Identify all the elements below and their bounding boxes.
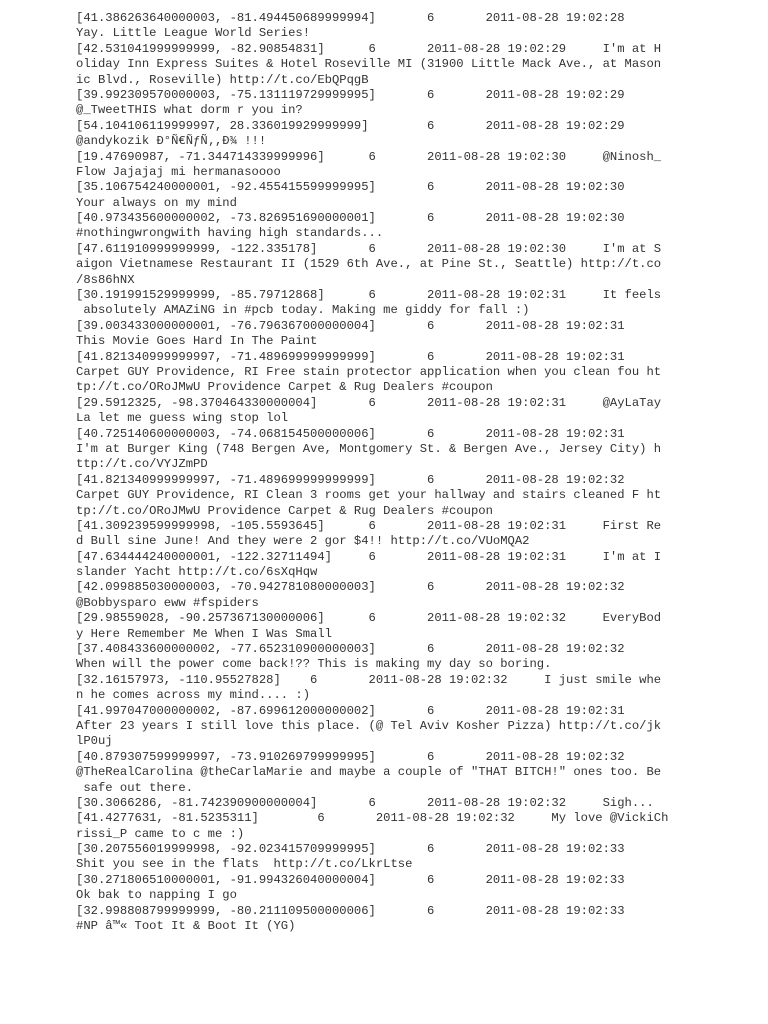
- text-line: [29.5912325, -98.370464330000004] 6 2011-08-28 19:02:31 @AyLaTay: [76, 395, 662, 410]
- text-line: [41.309239599999998, -105.5593645] 6 2011-08-28 19:02:31 First Re: [76, 518, 662, 533]
- text-line: Yay. Little League World Series!: [76, 26, 311, 41]
- text-line: safe out there.: [76, 780, 194, 795]
- text-line: #NP â™« Toot It & Boot It (YG): [76, 919, 296, 934]
- text-line: /8s86hNX: [76, 272, 135, 287]
- text-line: absolutely AMAZiNG in #pcb today. Making me giddy for fall :): [76, 303, 530, 318]
- text-line: ic Blvd., Roseville) http://t.co/EbQPqgB: [76, 72, 369, 87]
- text-line: After 23 years I still love this place. (@ Tel Aviv Kosher Pizza) http://t.co/jk: [76, 718, 662, 733]
- text-line: Ok bak to napping I go: [76, 888, 237, 903]
- text-line: [30.3066286, -81.742390900000004] 6 2011-08-28 19:02:32 Sigh...: [76, 795, 654, 810]
- text-line: d Bull sine June! And they were 2 gor $4!! http://t.co/VUoMQA2: [76, 534, 530, 549]
- text-line: [37.408433600000002, -77.652310900000003] 6 2011-08-28 19:02:32: [76, 642, 625, 657]
- text-line: [39.992309570000003, -75.131119729999995] 6 2011-08-28 19:02:29: [76, 87, 625, 102]
- text-line: Carpet GUY Providence, RI Free stain protector application when you clean fou ht: [76, 364, 662, 379]
- text-line: @andykozik Ð°Ñ€ÑƒÑ‚,Ð¾ !!!: [76, 134, 267, 149]
- text-line: y Here Remember Me When I Was Small: [76, 626, 332, 641]
- text-line: n he comes across my mind.... :): [76, 688, 311, 703]
- text-line: tp://t.co/ORoJMwU Providence Carpet & Rug Dealers #coupon: [76, 503, 493, 518]
- text-line: [41.821340999999997, -71.489699999999999] 6 2011-08-28 19:02:31: [76, 349, 625, 364]
- text-line: [41.386263640000003, -81.494450689999994] 6 2011-08-28 19:02:28: [76, 11, 625, 25]
- text-line: [47.611910999999999, -122.335178] 6 2011-08-28 19:02:30 I'm at S: [76, 241, 662, 256]
- text-line: [41.997047000000002, -87.699612000000002] 6 2011-08-28 19:02:31: [76, 703, 625, 718]
- text-line: [29.98559028, -90.257367130000006] 6 2011-08-28 19:02:32 EveryBod: [76, 611, 662, 626]
- text-line: oliday Inn Express Suites & Hotel Roseville MI (31900 Little Mack Ave., at Mason: [76, 57, 662, 72]
- text-line: [54.104106119999997, 28.336019929999999] 6 2011-08-28 19:02:29: [76, 118, 625, 133]
- text-line: [32.16157973, -110.95527828] 6 2011-08-28 19:02:32 I just smile whe: [76, 672, 662, 687]
- text-line: tp://t.co/ORoJMwU Providence Carpet & Rug Dealers #coupon: [76, 380, 493, 395]
- text-line: [30.207556019999998, -92.023415709999995] 6 2011-08-28 19:02:33: [76, 842, 625, 857]
- text-line: @_TweetTHIS what dorm r you in?: [76, 103, 303, 118]
- text-line: I'm at Burger King (748 Bergen Ave, Montgomery St. & Bergen Ave., Jersey City) h: [76, 441, 662, 456]
- text-line: [40.725140600000003, -74.068154500000006] 6 2011-08-28 19:02:31: [76, 426, 625, 441]
- text-line: [32.998808799999999, -80.211109500000006] 6 2011-08-28 19:02:33: [76, 903, 625, 918]
- tweet-log-text: [76, 11, 668, 934]
- text-line: @Bobbysparo eww #fspiders: [76, 595, 259, 610]
- text-line: @TheRealCarolina @theCarlaMarie and maybe a couple of "THAT BITCH!" ones too. Be: [76, 765, 662, 780]
- text-line: #nothingwrongwith having high standards...: [76, 226, 384, 241]
- text-line: When will the power come back!?? This is making my day so boring.: [76, 657, 552, 672]
- text-line: slander Yacht http://t.co/6sXqHqw: [76, 565, 318, 580]
- text-line: This Movie Goes Hard In The Paint: [76, 334, 318, 349]
- text-line: [41.821340999999997, -71.489699999999999] 6 2011-08-28 19:02:32: [76, 472, 625, 487]
- text-line: rissi_P came to c me :): [76, 826, 245, 841]
- text-line: Flow Jajajaj mi hermanasoooo: [76, 164, 281, 179]
- text-line: [35.106754240000001, -92.455415599999995] 6 2011-08-28 19:02:30: [76, 180, 625, 195]
- text-line: [39.003433000000001, -76.796367000000004] 6 2011-08-28 19:02:31: [76, 318, 625, 333]
- text-line: Carpet GUY Providence, RI Clean 3 rooms get your hallway and stairs cleaned F ht: [76, 488, 662, 503]
- text-line: [40.879307599999997, -73.910269799999995] 6 2011-08-28 19:02:32: [76, 749, 625, 764]
- text-line: lP0uj: [76, 734, 113, 749]
- text-line: La let me guess wing stop lol: [76, 411, 289, 426]
- text-line: Shit you see in the flats http://t.co/LkrLtse: [76, 857, 413, 872]
- text-line: aigon Vietnamese Restaurant II (1529 6th Ave., at Pine St., Seattle) http://t.co: [76, 257, 662, 272]
- text-line: [30.271806510000001, -91.994326040000004] 6 2011-08-28 19:02:33: [76, 872, 625, 887]
- text-line: Your always on my mind: [76, 195, 237, 210]
- text-line: [40.973435600000002, -73.826951690000001] 6 2011-08-28 19:02:30: [76, 211, 625, 226]
- text-line: [30.191991529999999, -85.79712868] 6 2011-08-28 19:02:31 It feels: [76, 288, 662, 303]
- text-line: [42.531041999999999, -82.90854831] 6 2011-08-28 19:02:29 I'm at H: [76, 41, 662, 56]
- text-line: ttp://t.co/VYJZmPD: [76, 457, 208, 472]
- text-line: [47.634444240000001, -122.32711494] 6 2011-08-28 19:02:31 I'm at I: [76, 549, 662, 564]
- text-line: [41.4277631, -81.5235311] 6 2011-08-28 19:02:32 My love @VickiCh: [76, 811, 669, 826]
- text-line: [42.099885030000003, -70.942781080000003] 6 2011-08-28 19:02:32: [76, 580, 625, 595]
- text-line: [19.47690987, -71.344714339999996] 6 2011-08-28 19:02:30 @Ninosh_: [76, 149, 662, 164]
